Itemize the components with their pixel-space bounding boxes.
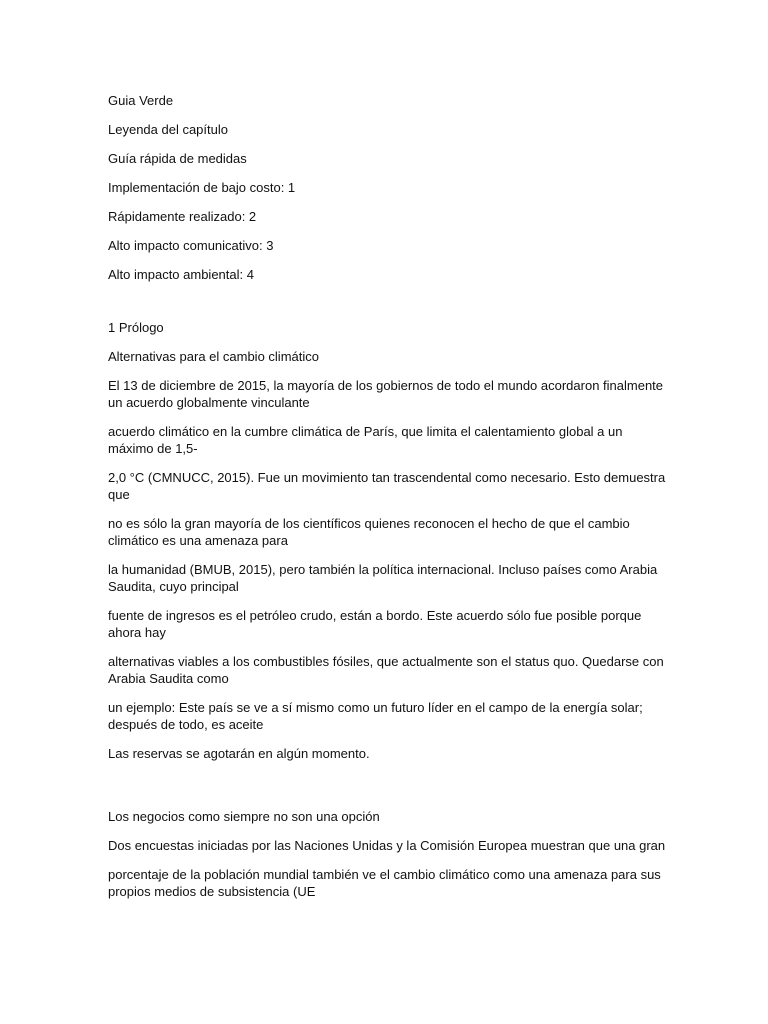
section-heading-prologo: 1 Prólogo (108, 320, 164, 335)
paragraph: porcentaje de la población mundial también ve el cambio climático como una amenaza para sus propios medios de subsistencia (UE (108, 867, 661, 899)
document-page (108, 92, 668, 912)
legend-item-communicative: Alto impacto comunicativo: 3 (108, 238, 274, 253)
section-subheading: Alternativas para el cambio climático (108, 349, 319, 364)
quick-guide-label: Guía rápida de medidas (108, 151, 247, 166)
legend-item-quick: Rápidamente realizado: 2 (108, 209, 257, 224)
paragraph: fuente de ingresos es el petróleo crudo, están a bordo. Este acuerdo sólo fue posible porque ahora hay (108, 608, 642, 640)
paragraph: un ejemplo: Este país se ve a sí mismo como un futuro líder en el campo de la energía solar; después de todo, es aceite (108, 700, 643, 732)
chapter-legend-label: Leyenda del capítulo (108, 122, 228, 137)
legend-item-environmental: Alto impacto ambiental: 4 (108, 267, 254, 282)
paragraph: alternativas viables a los combustibles fósiles, que actualmente son el status quo. Quedarse con Arabia Saudita como (108, 654, 664, 686)
section-heading-business: Los negocios como siempre no son una opción (108, 809, 380, 824)
legend-item-low-cost: Implementación de bajo costo: 1 (108, 180, 296, 195)
document-title: Guia Verde (108, 93, 174, 108)
paragraph: 2,0 °C (CMNUCC, 2015). Fue un movimiento tan trascendental como necesario. Esto demuestra que (108, 470, 666, 502)
paragraph: la humanidad (BMUB, 2015), pero también la política internacional. Incluso países como Arabia Saudita, cuyo principal (108, 562, 658, 594)
paragraph: Dos encuestas iniciadas por las Naciones Unidas y la Comisión Europea muestran que una gran (108, 838, 666, 853)
paragraph: Las reservas se agotarán en algún momento. (108, 746, 370, 761)
paragraph: acuerdo climático en la cumbre climática de París, que limita el calentamiento global a un máximo de 1,5- (108, 424, 623, 456)
paragraph: El 13 de diciembre de 2015, la mayoría de los gobiernos de todo el mundo acordaron finalmente un acuerdo globalmente vinculante (108, 378, 664, 410)
paragraph: no es sólo la gran mayoría de los científicos quienes reconocen el hecho de que el cambio climático es una amenaza para (108, 516, 630, 548)
